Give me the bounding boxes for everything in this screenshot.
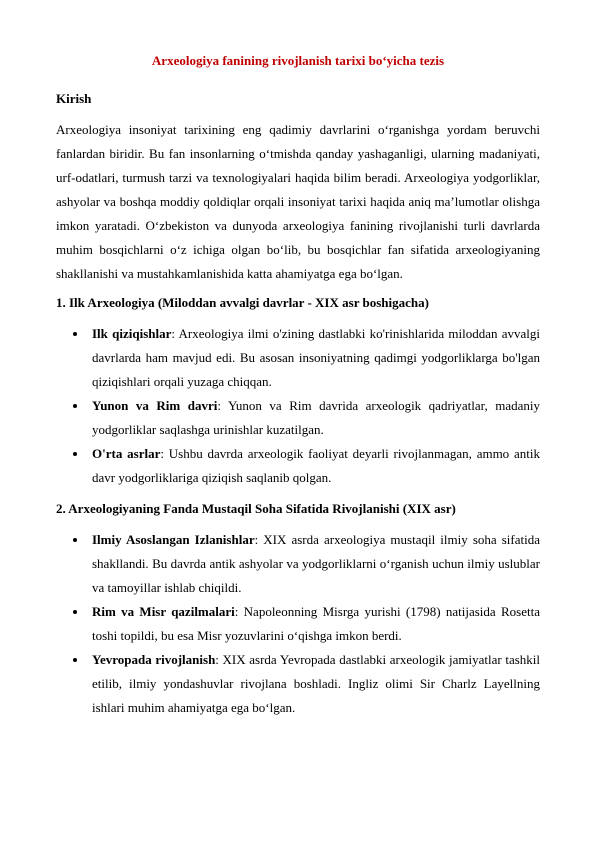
item-text: : Napoleonning Misrga yurishi (1798) natijasida Rosetta toshi topildi, bu esa Misr yozuvlarini o‘qishga imkon berdi. <box>92 604 540 643</box>
bullet-icon <box>73 538 77 542</box>
intro-heading: Kirish <box>56 91 92 106</box>
list-item <box>56 528 540 600</box>
list-item <box>56 322 540 394</box>
section-2-heading: 2. Arxeologiyaning Fanda Mustaqil Soha Sifatida Rivojlanishi (XIX asr) <box>56 501 456 516</box>
list-item <box>56 600 540 648</box>
bullet-icon <box>73 452 77 456</box>
section-1-heading: 1. Ilk Arxeologiya (Miloddan avvalgi davrlar - XIX asr boshigacha) <box>56 295 429 310</box>
bullet-icon <box>73 610 77 614</box>
list-item <box>56 648 540 720</box>
item-term: Rim va Misr qazilmalari <box>92 604 235 619</box>
item-term: O'rta asrlar <box>92 446 161 461</box>
item-term: Ilmiy Asoslangan Izlanishlar <box>92 532 255 547</box>
item-text: : XIX asrda arxeologiya mustaqil ilmiy soha sifatida shakllandi. Bu davrda antik ashyolar va yodgorliklarni o‘rganish uchun ilmiy uslublar va tamoyillar ishlab chiqildi. <box>92 532 540 595</box>
bullet-icon <box>73 332 77 336</box>
section-2-list <box>56 528 540 720</box>
document-title: Arxeologiya fanining rivojlanish tarixi bo‘yicha tezis <box>151 53 445 68</box>
intro-paragraph: Arxeologiya insoniyat tarixining eng qadimiy davrlarini o‘rganishga yordam beruvchi fanlardan biridir. Bu fan insonlarning o‘tmishda qanday yashaganligi, ularning madaniyati, urf-odatlari, turmush tarzi va texnologiyalari haqida bilim beradi. Arxeologiya yodgorliklar, ashyolar va boshqa moddiy qoldiqlar orqali insoniyat tarixi haqida aniq ma’lumotlar olishga imkon yaratadi. O‘zbekiston va dunyoda arxeologiya fanining rivojlanishi turli davrlarda muhim bosqichlarni o‘z ichiga olgan bo‘lib, bu bosqichlar fan sifatida arxeologiyaning shakllanishi va mustahkamlanishida katta ahamiyatga ega bo‘lgan. <box>56 122 540 281</box>
item-text: : Yunon va Rim davrida arxeologik qadriyatlar, madaniy yodgorliklar saqlashga urinishlar kuzatilgan. <box>92 398 540 437</box>
item-term: Ilk qiziqishlar <box>92 326 172 341</box>
section-1-list <box>56 322 540 490</box>
item-term: Yunon va Rim davri <box>92 398 218 413</box>
bullet-icon <box>73 404 77 408</box>
item-term: Yevropada rivojlanish <box>92 652 216 667</box>
bullet-icon <box>73 658 77 662</box>
item-text: : XIX asrda Yevropada dastlabki arxeologik jamiyatlar tashkil etilib, ilmiy yondashuvlar rivojlana boshladi. Ingliz olimi Sir Charlz Layellning ishlari muhim ahamiyatga ega bo‘lgan. <box>92 652 540 715</box>
item-text: : Ushbu davrda arxeologik faoliyat deyarli rivojlanmagan, ammo antik davr yodgorliklariga qiziqish saqlanib qolgan. <box>92 446 540 485</box>
list-item <box>56 442 540 490</box>
item-text: : Arxeologiya ilmi o'zining dastlabki ko'rinishlarida miloddan avvalgi davrlarda ham mavjud edi. Bu asosan insoniyatning qadimgi yodgorliklarga bo'lgan qiziqishlari orqali yuzaga chiqqan. <box>92 326 540 389</box>
list-item <box>56 394 540 442</box>
